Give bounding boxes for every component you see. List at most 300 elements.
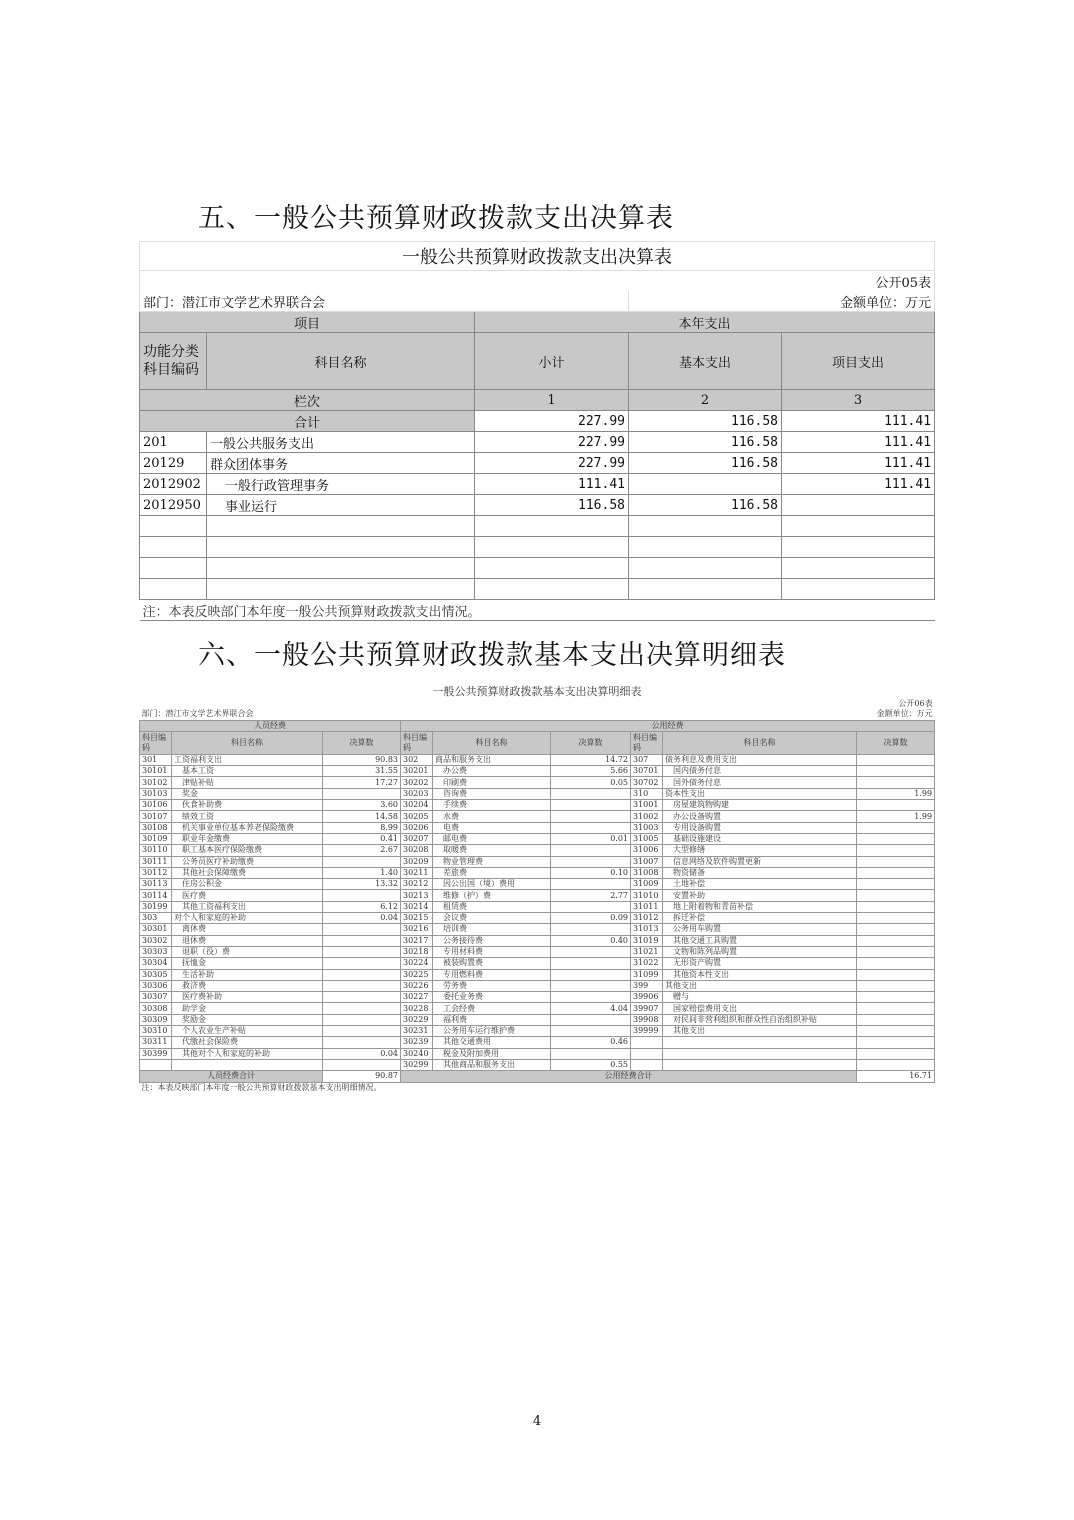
cell-code-2: 30299 (401, 1059, 433, 1070)
cell-code-2: 30228 (401, 1003, 433, 1014)
table-row (140, 958, 935, 969)
cell-name-1: 医疗费 (172, 890, 323, 901)
cell-amount-1 (323, 1026, 401, 1037)
header-project: 项目支出 (782, 333, 935, 390)
cell-amount-3 (857, 879, 935, 890)
row-project (782, 495, 935, 516)
cell-code-1: 30103 (140, 788, 172, 799)
cell-name-1: 奖金 (172, 788, 323, 799)
cell-name-3 (663, 1037, 857, 1048)
row-project: 111.41 (782, 453, 935, 474)
header-code-3: 科目编码 (631, 731, 663, 754)
cell-amount-2 (551, 811, 631, 822)
cell-name-1: 救济费 (172, 980, 323, 991)
cell-amount-2: 5.66 (551, 766, 631, 777)
row-subtotal: 227.99 (475, 453, 629, 474)
cell-amount-1 (323, 1003, 401, 1014)
personnel-total: 90.87 (323, 1071, 401, 1082)
table-row (140, 879, 935, 890)
cell-code-3: 30702 (631, 777, 663, 788)
cell-amount-3 (857, 800, 935, 811)
cell-name-3 (663, 1048, 857, 1059)
cell-name-1: 绩效工资 (172, 811, 323, 822)
cell-code-1: 30102 (140, 777, 172, 788)
cell-name-2: 专用燃料费 (433, 969, 551, 980)
header-this-year: 本年支出 (475, 312, 935, 333)
table1-dept: 部门：潜江市文学艺术界联合会 (140, 291, 629, 312)
cell-name-1: 代缴社会保险费 (172, 1037, 323, 1048)
table2-title: 一般公共预算财政拨款基本支出决算明细表 (432, 685, 642, 698)
cell-code-2: 30209 (401, 856, 433, 867)
cell-code-3: 30701 (631, 766, 663, 777)
cell-name-3: 物资储备 (663, 867, 857, 878)
cell-name-1: 职业年金缴费 (172, 833, 323, 844)
cell-amount-3 (857, 946, 935, 957)
cell-amount-2: 0.46 (551, 1037, 631, 1048)
cell-name-3: 国内债务付息 (663, 766, 857, 777)
cell-name-3: 地上附着物和青苗补偿 (663, 901, 857, 912)
row-code: 20129 (140, 453, 207, 474)
cell-amount-2 (551, 980, 631, 991)
header-name-3: 科目名称 (663, 731, 857, 754)
row-project: 111.41 (782, 432, 935, 453)
cell-name-3: 对民间非营利组织和群众性自治组织补贴 (663, 1014, 857, 1025)
table-row (140, 453, 935, 474)
cell-code-3: 39908 (631, 1014, 663, 1025)
cell-amount-2 (551, 969, 631, 980)
cell-name-1 (172, 1059, 323, 1070)
cell-code-1: 30108 (140, 822, 172, 833)
cell-code-3: 307 (631, 754, 663, 765)
table-row (140, 1026, 935, 1037)
cell-name-2: 公务接待费 (433, 935, 551, 946)
cell-amount-3 (857, 856, 935, 867)
cell-code-1: 30301 (140, 924, 172, 935)
header-col-index: 栏次 (140, 390, 475, 411)
table-row (140, 1014, 935, 1025)
row-basic: 116.58 (629, 432, 782, 453)
header-name-2: 科目名称 (433, 731, 551, 754)
header-code-1: 科目编码 (140, 731, 172, 754)
cell-name-1: 工资福利支出 (172, 754, 323, 765)
cell-name-1: 住房公积金 (172, 879, 323, 890)
cell-code-1: 30307 (140, 992, 172, 1003)
cell-name-1: 公务员医疗补助缴费 (172, 856, 323, 867)
cell-amount-2: 0.09 (551, 913, 631, 924)
table2-form-no: 公开06表 (898, 699, 933, 709)
cell-name-2: 物业管理费 (433, 856, 551, 867)
public-total: 16.71 (857, 1071, 935, 1082)
cell-code-1: 30399 (140, 1048, 172, 1059)
cell-name-2: 咨询费 (433, 788, 551, 799)
cell-name-1: 退职（役）费 (172, 946, 323, 957)
cell-amount-3 (857, 845, 935, 856)
cell-amount-2 (551, 1026, 631, 1037)
cell-code-1: 30101 (140, 766, 172, 777)
header-code-2: 科目编码 (401, 731, 433, 754)
row-name: 一般行政管理事务 (207, 474, 475, 495)
cell-name-1: 职工基本医疗保险缴费 (172, 845, 323, 856)
cell-amount-1: 8.99 (323, 822, 401, 833)
cell-amount-2 (551, 1014, 631, 1025)
cell-amount-2 (551, 800, 631, 811)
cell-code-3 (631, 1059, 663, 1070)
cell-code-2: 30240 (401, 1048, 433, 1059)
cell-amount-1 (323, 946, 401, 957)
table-row-empty (140, 516, 935, 537)
cell-code-1: 30310 (140, 1026, 172, 1037)
cell-amount-2: 0.10 (551, 867, 631, 878)
col-1: 1 (475, 390, 629, 411)
cell-code-3 (631, 1048, 663, 1059)
cell-amount-1 (323, 1059, 401, 1070)
cell-amount-3 (857, 1037, 935, 1048)
cell-name-3: 办公设备购置 (663, 811, 857, 822)
page-number: 4 (532, 1414, 542, 1429)
col-3: 3 (782, 390, 935, 411)
cell-code-2: 30214 (401, 901, 433, 912)
cell-amount-2 (551, 856, 631, 867)
cell-code-1: 30111 (140, 856, 172, 867)
section6-heading: 六、一般公共预算财政拨款基本支出决算明细表 (198, 640, 786, 671)
cell-code-1: 30306 (140, 980, 172, 991)
cell-amount-2: 4.04 (551, 1003, 631, 1014)
total-label: 合计 (140, 411, 475, 432)
table2-note: 注：本表反映部门本年度一般公共预算财政拨款基本支出明细情况。 (141, 1082, 382, 1092)
general-budget-expenditure-table (139, 241, 935, 621)
cell-code-2: 30227 (401, 992, 433, 1003)
cell-name-1: 助学金 (172, 1003, 323, 1014)
cell-name-2: 福利费 (433, 1014, 551, 1025)
cell-code-3: 31010 (631, 890, 663, 901)
table1-note: 注：本表反映部门本年度一般公共预算财政拨款支出情况。 (140, 600, 935, 621)
cell-amount-3 (857, 754, 935, 765)
cell-code-1: 30309 (140, 1014, 172, 1025)
cell-code-2: 30205 (401, 811, 433, 822)
cell-name-3: 基础设施建设 (663, 833, 857, 844)
cell-code-2: 30202 (401, 777, 433, 788)
cell-amount-3 (857, 980, 935, 991)
cell-name-2: 印刷费 (433, 777, 551, 788)
header-amount-2: 决算数 (551, 731, 631, 754)
cell-name-3: 大型修缮 (663, 845, 857, 856)
cell-name-2: 商品和服务支出 (433, 754, 551, 765)
cell-code-3: 39907 (631, 1003, 663, 1014)
cell-name-3: 国外债务付息 (663, 777, 857, 788)
cell-code-2: 30208 (401, 845, 433, 856)
cell-amount-2 (551, 924, 631, 935)
cell-amount-3 (857, 1014, 935, 1025)
table-row (140, 1037, 935, 1048)
cell-code-1: 30199 (140, 901, 172, 912)
col-2: 2 (629, 390, 782, 411)
cell-code-3: 31007 (631, 856, 663, 867)
cell-amount-3 (857, 1003, 935, 1014)
cell-name-2: 其他商品和服务支出 (433, 1059, 551, 1070)
cell-code-3: 31022 (631, 958, 663, 969)
cell-code-3: 31001 (631, 800, 663, 811)
cell-name-1: 奖励金 (172, 1014, 323, 1025)
row-code: 2012950 (140, 495, 207, 516)
cell-name-3: 无形资产购置 (663, 958, 857, 969)
table1-unit: 金额单位：万元 (629, 291, 935, 312)
cell-name-3: 文物和陈列品购置 (663, 946, 857, 957)
table-row (140, 788, 935, 799)
cell-amount-3 (857, 913, 935, 924)
table-row (140, 992, 935, 1003)
cell-code-2: 30239 (401, 1037, 433, 1048)
cell-code-2: 30226 (401, 980, 433, 991)
cell-amount-1: 0.41 (323, 833, 401, 844)
cell-amount-3 (857, 1048, 935, 1059)
cell-code-1: 30308 (140, 1003, 172, 1014)
table-row (140, 1048, 935, 1059)
cell-name-3: 其他支出 (663, 1026, 857, 1037)
cell-name-2: 工会经费 (433, 1003, 551, 1014)
cell-amount-3 (857, 766, 935, 777)
cell-code-2: 30231 (401, 1026, 433, 1037)
cell-amount-2: 0.40 (551, 935, 631, 946)
table-row (140, 946, 935, 957)
cell-code-1: 30112 (140, 867, 172, 878)
cell-code-2: 30212 (401, 879, 433, 890)
cell-code-2: 30229 (401, 1014, 433, 1025)
row-basic: 116.58 (629, 453, 782, 474)
cell-amount-1 (323, 788, 401, 799)
cell-code-1: 30109 (140, 833, 172, 844)
cell-name-2: 培训费 (433, 924, 551, 935)
header-name-1: 科目名称 (172, 731, 323, 754)
cell-code-1 (140, 1059, 172, 1070)
cell-code-3: 31013 (631, 924, 663, 935)
cell-code-1: 303 (140, 913, 172, 924)
cell-name-1: 其他社会保障缴费 (172, 867, 323, 878)
cell-name-1: 津贴补贴 (172, 777, 323, 788)
cell-code-3: 39906 (631, 992, 663, 1003)
cell-amount-1: 3.60 (323, 800, 401, 811)
cell-code-1: 30113 (140, 879, 172, 890)
row-basic: 116.58 (629, 495, 782, 516)
cell-name-3: 土地补偿 (663, 879, 857, 890)
cell-amount-2: 14.72 (551, 754, 631, 765)
table1-form-no: 公开05表 (140, 271, 935, 292)
cell-code-3: 31002 (631, 811, 663, 822)
cell-amount-2 (551, 958, 631, 969)
cell-amount-2 (551, 992, 631, 1003)
table-row (140, 924, 935, 935)
header-basic: 基本支出 (629, 333, 782, 390)
table-row (140, 800, 935, 811)
cell-code-2: 30203 (401, 788, 433, 799)
row-code: 201 (140, 432, 207, 453)
cell-code-1: 30110 (140, 845, 172, 856)
cell-code-3: 31005 (631, 833, 663, 844)
cell-amount-1 (323, 890, 401, 901)
row-project: 111.41 (782, 474, 935, 495)
cell-amount-3: 1.99 (857, 788, 935, 799)
cell-amount-1: 17.27 (323, 777, 401, 788)
cell-code-1: 30114 (140, 890, 172, 901)
cell-amount-1: 0.04 (323, 913, 401, 924)
table-row (140, 766, 935, 777)
cell-amount-2: 0.01 (551, 833, 631, 844)
cell-amount-1 (323, 969, 401, 980)
cell-code-3: 31003 (631, 822, 663, 833)
cell-name-1: 机关事业单位基本养老保险缴费 (172, 822, 323, 833)
cell-name-3: 赠与 (663, 992, 857, 1003)
cell-name-1: 医疗费补助 (172, 992, 323, 1003)
table-row-empty (140, 537, 935, 558)
cell-amount-2 (551, 788, 631, 799)
cell-amount-1 (323, 980, 401, 991)
cell-code-3: 399 (631, 980, 663, 991)
cell-amount-2 (551, 822, 631, 833)
table-row (140, 890, 935, 901)
cell-name-2: 维修（护）费 (433, 890, 551, 901)
cell-amount-1: 1.40 (323, 867, 401, 878)
table-row-empty (140, 558, 935, 579)
row-code: 2012902 (140, 474, 207, 495)
cell-amount-1: 90.83 (323, 754, 401, 765)
cell-amount-1 (323, 992, 401, 1003)
cell-amount-2: 0.55 (551, 1059, 631, 1070)
cell-name-2: 会议费 (433, 913, 551, 924)
cell-code-3: 39999 (631, 1026, 663, 1037)
cell-amount-3: 1.99 (857, 811, 935, 822)
cell-amount-2: 2.77 (551, 890, 631, 901)
cell-amount-2 (551, 1048, 631, 1059)
row-basic (629, 474, 782, 495)
cell-code-1: 301 (140, 754, 172, 765)
row-subtotal: 227.99 (475, 432, 629, 453)
cell-name-3: 债务利息及费用支出 (663, 754, 857, 765)
table2-unit: 金额单位：万元 (876, 709, 933, 719)
cell-name-1: 生活补助 (172, 969, 323, 980)
row-name: 群众团体事务 (207, 453, 475, 474)
total-subtotal: 227.99 (475, 411, 629, 432)
cell-name-2: 电费 (433, 822, 551, 833)
cell-name-3: 拆迁补偿 (663, 913, 857, 924)
personnel-total-label: 人员经费合计 (140, 1071, 323, 1082)
table-row (140, 913, 935, 924)
cell-amount-1 (323, 856, 401, 867)
table-row (140, 845, 935, 856)
cell-name-2: 手续费 (433, 800, 551, 811)
cell-amount-3 (857, 867, 935, 878)
cell-amount-3 (857, 1026, 935, 1037)
cell-amount-3 (857, 890, 935, 901)
cell-name-2: 劳务费 (433, 980, 551, 991)
cell-code-1: 30305 (140, 969, 172, 980)
table1-title: 一般公共预算财政拨款支出决算表 (140, 242, 935, 271)
cell-code-3: 31006 (631, 845, 663, 856)
cell-code-3: 31099 (631, 969, 663, 980)
table-row (140, 833, 935, 844)
table-row (140, 856, 935, 867)
total-basic: 116.58 (629, 411, 782, 432)
cell-name-2: 专用材料费 (433, 946, 551, 957)
cell-amount-2 (551, 901, 631, 912)
table-row (140, 969, 935, 980)
cell-name-1: 退休费 (172, 935, 323, 946)
cell-amount-3 (857, 924, 935, 935)
cell-name-1: 对个人和家庭的补助 (172, 913, 323, 924)
cell-code-1: 30107 (140, 811, 172, 822)
table-row (140, 432, 935, 453)
cell-name-3: 其他交通工具购置 (663, 935, 857, 946)
header-name: 科目名称 (207, 333, 475, 390)
cell-amount-3 (857, 969, 935, 980)
table2-dept: 部门：潜江市文学艺术界联合会 (141, 709, 254, 719)
cell-amount-1 (323, 1014, 401, 1025)
cell-amount-1: 2.67 (323, 845, 401, 856)
cell-name-3: 其他资本性支出 (663, 969, 857, 980)
cell-name-1: 抚恤金 (172, 958, 323, 969)
cell-code-3 (631, 1037, 663, 1048)
cell-amount-3 (857, 777, 935, 788)
cell-amount-1 (323, 958, 401, 969)
cell-amount-1: 13.32 (323, 879, 401, 890)
row-name: 一般公共服务支出 (207, 432, 475, 453)
table-row (140, 495, 935, 516)
header-subtotal: 小计 (475, 333, 629, 390)
table-row (140, 777, 935, 788)
header-amount-1: 决算数 (323, 731, 401, 754)
cell-code-2: 30218 (401, 946, 433, 957)
cell-name-2: 租赁费 (433, 901, 551, 912)
cell-code-2: 30215 (401, 913, 433, 924)
cell-name-2: 差旅费 (433, 867, 551, 878)
table-row (140, 1059, 935, 1070)
table-row (140, 474, 935, 495)
cell-amount-2: 0.05 (551, 777, 631, 788)
cell-name-3 (663, 1059, 857, 1070)
cell-amount-1: 6.12 (323, 901, 401, 912)
cell-name-1: 离休费 (172, 924, 323, 935)
cell-code-1: 30311 (140, 1037, 172, 1048)
cell-amount-3 (857, 1059, 935, 1070)
table-row (140, 1003, 935, 1014)
row-subtotal: 116.58 (475, 495, 629, 516)
cell-code-2: 30207 (401, 833, 433, 844)
cell-code-3: 31011 (631, 901, 663, 912)
cell-name-2: 办公费 (433, 766, 551, 777)
basic-expenditure-detail-table (139, 685, 935, 1093)
table-row (140, 811, 935, 822)
cell-code-3: 31008 (631, 867, 663, 878)
cell-name-2: 被装购置费 (433, 958, 551, 969)
cell-name-2: 因公出国（境）费用 (433, 879, 551, 890)
header-code: 功能分类科目编码 (140, 333, 207, 390)
table-row (140, 754, 935, 765)
cell-name-1: 基本工资 (172, 766, 323, 777)
cell-amount-3 (857, 822, 935, 833)
header-item: 项目 (140, 312, 475, 333)
cell-amount-3 (857, 992, 935, 1003)
cell-name-3: 专用设备购置 (663, 822, 857, 833)
cell-amount-1 (323, 1037, 401, 1048)
cell-code-1: 30304 (140, 958, 172, 969)
cell-code-2: 30211 (401, 867, 433, 878)
cell-name-3: 公务用车购置 (663, 924, 857, 935)
cell-code-2: 302 (401, 754, 433, 765)
header-amount-3: 决算数 (857, 731, 935, 754)
cell-name-2: 取暖费 (433, 845, 551, 856)
table-row (140, 822, 935, 833)
table-row (140, 935, 935, 946)
cell-code-2: 30213 (401, 890, 433, 901)
cell-name-2: 邮电费 (433, 833, 551, 844)
